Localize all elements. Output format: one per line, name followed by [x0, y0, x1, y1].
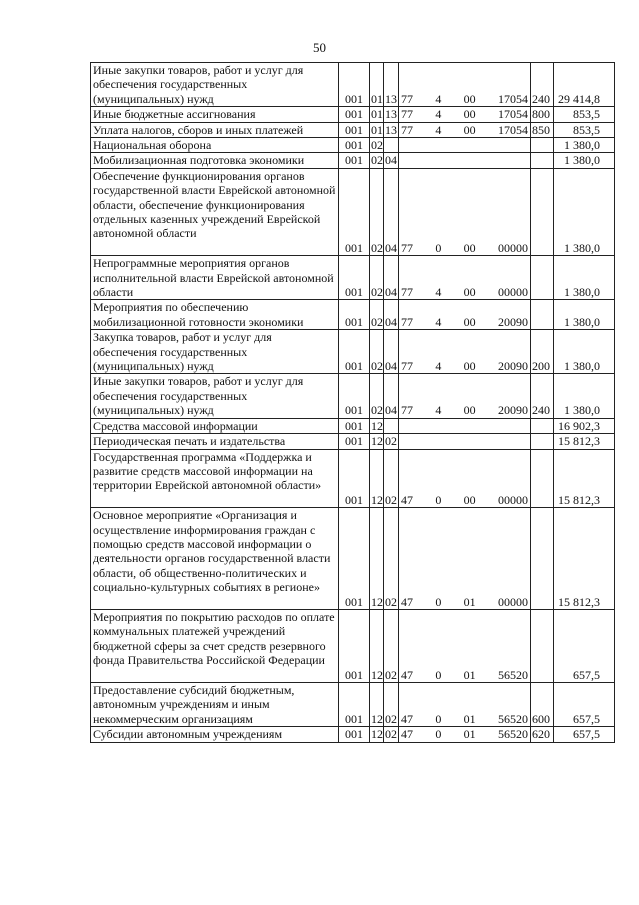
table-row	[91, 138, 615, 153]
row-name: Иные бюджетные ассигнования	[91, 107, 339, 122]
csr-direction: 20090	[497, 314, 528, 329]
row-target-article-code	[399, 449, 531, 508]
table-row	[91, 122, 615, 137]
table-row	[91, 449, 615, 508]
csr-direction: 56520	[497, 667, 528, 682]
table-row	[91, 434, 615, 449]
row-section-code: 12	[371, 727, 383, 742]
csr-subprogram: 0	[435, 594, 442, 609]
row-grbs-code: 001	[339, 508, 370, 610]
row-name: Мероприятия по обеспечению мобилизационной готовности экономики	[91, 300, 339, 330]
row-section-code: 12	[371, 418, 383, 433]
row-section-code: 02	[371, 138, 383, 153]
row-expense-type-code	[531, 138, 554, 153]
row-name: Мероприятия по покрытию расходов по оплате коммунальных платежей учреждений бюджетной сферы за счет средств резервного фонда Правительства Российской Федерации	[91, 609, 339, 682]
csr-subprogram: 0	[435, 240, 442, 255]
row-subsection-code: 13	[384, 63, 399, 107]
row-subsection-code: 04	[384, 168, 399, 255]
csr-program: 77	[401, 240, 413, 255]
row-target-article-code	[399, 138, 531, 153]
row-sum: 1 380,0	[554, 330, 615, 374]
csr-program: 47	[401, 594, 413, 609]
row-target-article-code	[399, 63, 531, 107]
row-subsection-code: 04	[384, 300, 399, 330]
row-grbs-code: 001	[339, 122, 370, 137]
row-name: Периодическая печать и издательства	[91, 434, 339, 449]
row-subsection-code	[384, 418, 399, 433]
row-target-article-code	[399, 609, 531, 682]
csr-subprogram: 4	[435, 107, 442, 122]
row-name: Государственная программа «Поддержка и развитие средств массовой информации на территории Еврейской автономной области»	[91, 449, 339, 508]
csr-subprogram: 4	[435, 403, 442, 418]
row-expense-type-code	[531, 300, 554, 330]
row-expense-type-code	[531, 508, 554, 610]
row-grbs-code: 001	[339, 256, 370, 300]
table-row	[91, 63, 615, 107]
row-expense-type-code	[531, 418, 554, 433]
table-row	[91, 727, 615, 742]
csr-subprogram: 0	[435, 492, 442, 507]
row-expense-type-code	[531, 609, 554, 682]
csr-program: 77	[401, 107, 413, 122]
csr-event: 00	[463, 91, 476, 106]
row-grbs-code: 001	[339, 138, 370, 153]
csr-subprogram: 4	[435, 359, 442, 374]
csr-direction: 17054	[497, 91, 528, 106]
row-subsection-code: 04	[384, 256, 399, 300]
row-target-article-code	[399, 256, 531, 300]
csr-event: 00	[463, 285, 476, 300]
row-sum: 1 380,0	[554, 300, 615, 330]
row-grbs-code: 001	[339, 609, 370, 682]
row-grbs-code: 001	[339, 418, 370, 433]
row-section-code: 02	[371, 153, 383, 168]
row-target-article-code	[399, 418, 531, 433]
row-target-article-code	[399, 434, 531, 449]
csr-direction: 00000	[497, 594, 528, 609]
row-section-code: 12	[370, 609, 384, 682]
row-expense-type-code: 200	[531, 330, 554, 374]
row-sum: 1 380,0	[554, 153, 615, 168]
row-sum: 15 812,3	[554, 434, 615, 449]
row-sum: 657,5	[554, 682, 615, 726]
row-target-article-code	[399, 107, 531, 122]
csr-direction: 20090	[497, 359, 528, 374]
row-section-code: 02	[370, 374, 384, 418]
row-sum: 15 812,3	[554, 508, 615, 610]
row-grbs-code: 001	[339, 153, 370, 168]
row-grbs-code: 001	[339, 107, 370, 122]
row-name: Основное мероприятие «Организация и осуществление информирования граждан с помощью средств массовой информации о деятельности органов государственной власти области, об общественно-политических и социально-культурных событиях в регионе»	[91, 508, 339, 610]
row-subsection-code: 13	[385, 122, 397, 137]
csr-direction: 00000	[497, 285, 528, 300]
csr-event: 01	[463, 594, 476, 609]
row-target-article-code	[399, 374, 531, 418]
csr-direction: 00000	[497, 492, 528, 507]
row-expense-type-code: 240	[531, 63, 554, 107]
row-target-article-code	[399, 153, 531, 168]
csr-program: 77	[401, 359, 413, 374]
csr-subprogram: 4	[435, 285, 442, 300]
row-name: Субсидии автономным учреждениям	[91, 727, 339, 742]
row-sum: 15 812,3	[554, 449, 615, 508]
table-row	[91, 300, 615, 330]
csr-subprogram: 4	[435, 122, 442, 137]
csr-direction: 17054	[497, 122, 528, 137]
row-section-code: 01	[371, 107, 383, 122]
csr-program: 77	[401, 122, 413, 137]
row-expense-type-code: 240	[531, 374, 554, 418]
row-expense-type-code	[531, 434, 554, 449]
csr-program: 47	[401, 711, 413, 726]
csr-event: 01	[463, 711, 476, 726]
row-expense-type-code	[531, 256, 554, 300]
row-name: Обеспечение функционирования органов государственной власти Еврейской автономной области, обеспечение функционирования отдельных казенных учреждений Еврейской автономной области	[91, 168, 339, 255]
row-name: Мобилизационная подготовка экономики	[91, 153, 339, 168]
csr-event: 00	[463, 359, 476, 374]
row-sum: 1 380,0	[554, 168, 615, 255]
csr-direction: 20090	[497, 403, 528, 418]
row-grbs-code: 001	[339, 300, 370, 330]
csr-direction: 17054	[497, 107, 528, 122]
table-row	[91, 418, 615, 433]
row-section-code: 02	[370, 300, 384, 330]
row-sum: 853,5	[554, 122, 615, 137]
row-target-article-code	[399, 727, 531, 742]
row-subsection-code: 02	[384, 508, 399, 610]
csr-subprogram: 4	[435, 314, 442, 329]
row-subsection-code: 02	[384, 449, 399, 508]
row-section-code: 01	[371, 122, 383, 137]
row-name: Иные закупки товаров, работ и услуг для обеспечения государственных (муниципальных) нужд	[91, 374, 339, 418]
row-target-article-code	[399, 330, 531, 374]
row-sum: 853,5	[554, 107, 615, 122]
row-expense-type-code	[531, 449, 554, 508]
row-expense-type-code: 850	[531, 122, 554, 137]
row-subsection-code: 04	[384, 374, 399, 418]
row-sum: 16 902,3	[554, 418, 615, 433]
row-target-article-code	[399, 508, 531, 610]
row-subsection-code: 04	[384, 330, 399, 374]
row-sum: 29 414,8	[554, 63, 615, 107]
csr-event: 00	[463, 122, 476, 137]
table-row	[91, 168, 615, 255]
row-section-code: 02	[370, 330, 384, 374]
row-sum: 657,5	[554, 727, 615, 742]
table-row	[91, 107, 615, 122]
row-subsection-code: 02	[384, 609, 399, 682]
row-name: Средства массовой информации	[91, 418, 339, 433]
row-sum: 1 380,0	[554, 374, 615, 418]
csr-subprogram: 0	[435, 667, 442, 682]
row-expense-type-code	[531, 168, 554, 255]
row-section-code: 12	[371, 434, 383, 449]
row-name: Непрограммные мероприятия органов исполнительной власти Еврейской автономной области	[91, 256, 339, 300]
csr-event: 01	[463, 727, 476, 742]
row-subsection-code: 04	[385, 153, 397, 168]
row-grbs-code: 001	[339, 63, 370, 107]
table-row	[91, 330, 615, 374]
row-subsection-code: 02	[385, 434, 397, 449]
csr-program: 77	[401, 285, 413, 300]
row-grbs-code: 001	[339, 374, 370, 418]
row-section-code: 01	[370, 63, 384, 107]
row-subsection-code: 02	[384, 682, 399, 726]
row-section-code: 02	[370, 256, 384, 300]
row-expense-type-code: 600	[531, 682, 554, 726]
row-name: Предоставление субсидий бюджетным, автономным учреждениям и иным некоммерческим организациям	[91, 682, 339, 726]
row-target-article-code	[399, 300, 531, 330]
csr-program: 77	[401, 314, 413, 329]
row-subsection-code: 13	[385, 107, 397, 122]
table-row	[91, 682, 615, 726]
csr-program: 77	[401, 403, 413, 418]
table-row	[91, 153, 615, 168]
csr-program: 47	[401, 492, 413, 507]
csr-subprogram: 0	[435, 711, 442, 726]
row-grbs-code: 001	[339, 682, 370, 726]
row-sum: 1 380,0	[554, 256, 615, 300]
budget-table	[90, 62, 615, 743]
csr-subprogram: 0	[435, 727, 442, 742]
row-sum: 657,5	[554, 609, 615, 682]
row-grbs-code: 001	[339, 330, 370, 374]
csr-event: 00	[463, 314, 476, 329]
row-sum: 1 380,0	[554, 138, 615, 153]
csr-program: 47	[401, 667, 413, 682]
csr-event: 01	[463, 667, 476, 682]
csr-program: 47	[401, 727, 413, 742]
row-name: Уплата налогов, сборов и иных платежей	[91, 122, 339, 137]
csr-event: 00	[463, 107, 476, 122]
row-subsection-code	[384, 138, 399, 153]
row-expense-type-code: 800	[531, 107, 554, 122]
page-number: 50	[313, 40, 326, 55]
table-row	[91, 374, 615, 418]
csr-event: 00	[463, 240, 476, 255]
row-expense-type-code	[531, 153, 554, 168]
table-row	[91, 508, 615, 610]
row-target-article-code	[399, 682, 531, 726]
row-grbs-code: 001	[339, 727, 370, 742]
row-section-code: 12	[370, 508, 384, 610]
row-target-article-code	[399, 168, 531, 255]
row-grbs-code: 001	[339, 449, 370, 508]
csr-direction: 56520	[497, 711, 528, 726]
row-section-code: 12	[370, 449, 384, 508]
csr-event: 00	[463, 403, 476, 418]
table-row	[91, 609, 615, 682]
csr-direction: 00000	[497, 240, 528, 255]
row-name: Закупка товаров, работ и услуг для обеспечения государственных (муниципальных) нужд	[91, 330, 339, 374]
row-expense-type-code: 620	[531, 727, 554, 742]
row-grbs-code: 001	[339, 168, 370, 255]
row-name: Национальная оборона	[91, 138, 339, 153]
csr-event: 00	[463, 492, 476, 507]
row-section-code: 02	[370, 168, 384, 255]
csr-direction: 56520	[497, 727, 528, 742]
table-row	[91, 256, 615, 300]
csr-subprogram: 4	[435, 91, 442, 106]
csr-program: 77	[401, 91, 413, 106]
row-target-article-code	[399, 122, 531, 137]
row-grbs-code: 001	[339, 434, 370, 449]
row-name: Иные закупки товаров, работ и услуг для обеспечения государственных (муниципальных) нужд	[91, 63, 339, 107]
row-subsection-code: 02	[385, 727, 397, 742]
row-section-code: 12	[370, 682, 384, 726]
